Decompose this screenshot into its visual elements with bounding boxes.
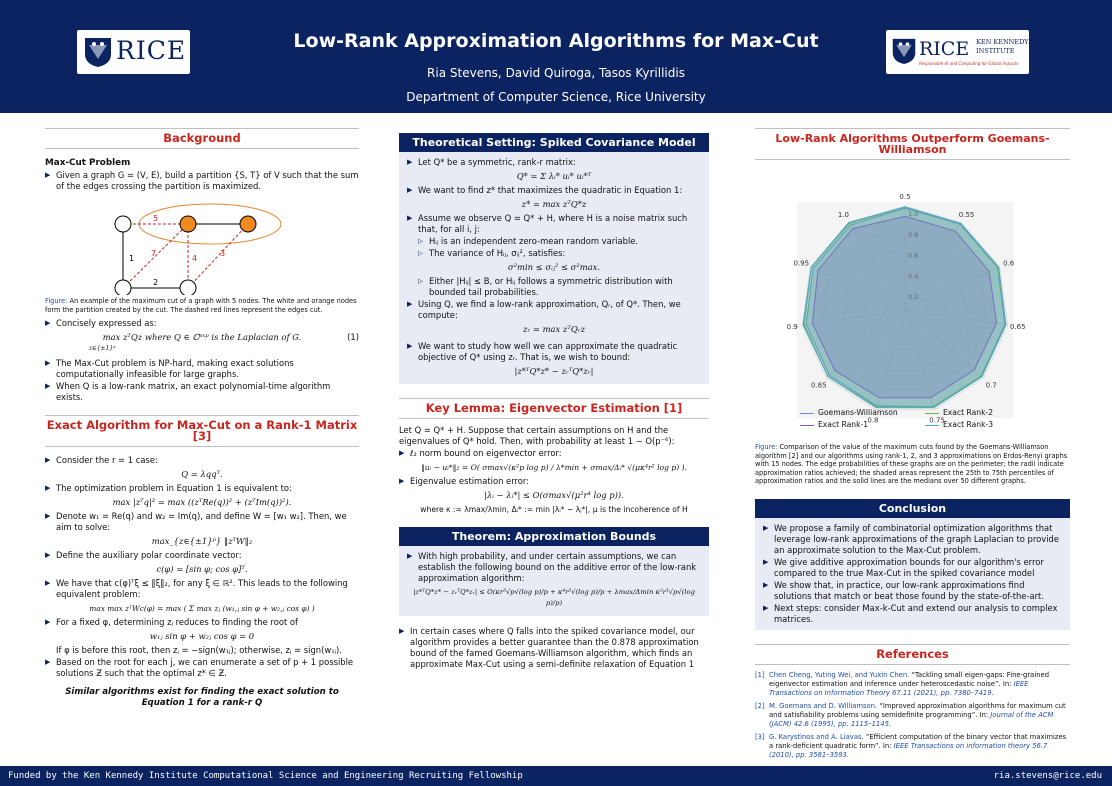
- theory-bullet-4: ▶ Using Q, we find a low-rank approximation, Qᵣ, of Q*. Then, we compute:: [407, 299, 701, 321]
- edge-label: 4: [192, 254, 198, 263]
- ref-authors: Chen Cheng, Yuting Wei, and Yuxin Chen.: [769, 670, 910, 679]
- divider: [45, 446, 359, 447]
- divider: [755, 644, 1070, 645]
- radar-chart-svg: [755, 160, 1070, 440]
- exact-bullet-1: ▶ Consider the r = 1 case:: [45, 455, 359, 466]
- radar-category-label: 0.75: [929, 416, 945, 425]
- theorem-eq-1: |z*ᵀQ*z* − zᵣᵀQ*zᵣ| ≤ O(κr³√p√(log p)/p + κ⁴r³√(log p)/p + λmax/Δmin κ²r³√p√(log p)/p): [413, 588, 695, 607]
- kki-tagline: Responsible AI and Computing for Global Impacts: [919, 61, 1019, 66]
- theory-eq-5: |z*ᵀQ*z* − zᵣᵀQ*zᵣ|: [514, 366, 594, 376]
- maxcut-subhead: Max-Cut Problem: [45, 158, 131, 168]
- ref-num: [2]: [755, 701, 765, 710]
- poster-title: Low-Rank Approximation Algorithms for Max-Cut: [293, 30, 819, 52]
- edge-label: 2: [153, 278, 159, 287]
- theory-bullet-3: ▶ Assume we observe Q = Q* + H, where H is a noise matrix such that, for all i, j:: [407, 213, 701, 235]
- conclusion-body: [755, 518, 1070, 630]
- legend-item: [925, 419, 1020, 430]
- exact-eq-1: Q = λqqᵀ.: [181, 469, 223, 479]
- legend-label: Goemans-Williamson: [818, 408, 898, 417]
- theorem-box: [399, 527, 709, 616]
- exact-title: Exact Algorithm for Max-Cut on a Rank-1 Matrix [3]: [46, 418, 358, 443]
- theory-bullet-1: ▶ Let Q* be a symmetric, rank-r matrix:: [407, 157, 701, 168]
- divider: [45, 415, 359, 416]
- edge-label: 1: [129, 254, 135, 263]
- background-bullet-1: ▶ Given a graph G = (V, E), build a partition {S, T} of V such that the sum of the edges crossing the partition is maximized.: [45, 170, 359, 192]
- exact-bullet-6: ▶ For a fixed φ, determining zⱼ reduces to finding the root of: [45, 617, 359, 628]
- radar-radial-tick: 0.2: [908, 293, 919, 302]
- eq-number: (1): [347, 332, 359, 342]
- rice-wordmark-right: RICE: [919, 38, 970, 60]
- legend-label: Exact Rank-3: [943, 420, 994, 429]
- theory-title: Theoretical Setting: Spiked Covariance Model: [399, 133, 709, 152]
- exact-bullet-4: ▶ Define the auxiliary polar coordinate vector:: [45, 550, 359, 561]
- radar-category-label: 0.85: [811, 381, 827, 390]
- kki-line2: INSTITUTE: [976, 47, 1015, 55]
- edge-label: 7: [151, 249, 157, 258]
- divider: [45, 148, 359, 149]
- ref-num: [1]: [755, 670, 765, 679]
- poster-footer: [0, 766, 1112, 786]
- funding-note: Funded by the Ken Kennedy Institute Computational Science and Engineering Recruiting Fellowship: [8, 771, 523, 781]
- theory-box: [399, 133, 709, 384]
- reference-item: [755, 671, 1070, 698]
- theory-eq-4: zᵣ = max zᵀQᵣz: [522, 324, 586, 334]
- theory-eq-1: Q* = Σ λᵢ* uᵢ* uᵢ*ᵀ: [516, 171, 592, 181]
- exact-eq-6: w₁ⱼ sin φ + w₂ⱼ cos φ = 0: [149, 631, 255, 641]
- legend-label: Exact Rank-1: [818, 420, 869, 429]
- background-bullet-4: ▶ When Q is a low-rank matrix, an exact polynomial-time algorithm exists.: [45, 381, 359, 403]
- theorem-title: Theorem: Approximation Bounds: [399, 527, 709, 546]
- caption-label: Figure:: [755, 443, 778, 451]
- reference-item: [755, 733, 1070, 760]
- radar-category-label: 0.95: [793, 259, 810, 268]
- exact-eq-5: max max zᵀWc(φ) = max ( Σ max zⱼ (w₁,ⱼ sin φ + w₂,ⱼ cos φ) ): [89, 604, 315, 613]
- radar-category-label: 0.7: [985, 381, 997, 390]
- graph-caption: [45, 297, 359, 314]
- theorem-bullet-2: ▶ In certain cases where Q falls into the spiked covariance model, our algorithm provides a better guarantee than the 0.878 approximation bound of the famed Goemans-Williamson algorithm, which finds an approximate Max-Cut using a semi-definite relaxation of Equation 1: [399, 626, 709, 670]
- radar-category-label: 0.9: [786, 323, 798, 332]
- radar-radial-tick: 1.0: [908, 210, 919, 218]
- lemma-bullet-2: ▶ Eigenvalue estimation error:: [399, 476, 709, 487]
- lemma-eq-2: |λᵢ − λᵢ*| ≤ O(σmax√(μ²r⁴ log p)).: [484, 490, 624, 500]
- exact-eq-2: max |zᵀq|² = max ((zᵀRe(q))² + (zᵀIm(q))²).: [112, 497, 292, 507]
- ref-journal: IEEE Transactions on information theory 56.7 (2010), pp. 3581–3593.: [769, 741, 1048, 759]
- divider: [45, 128, 359, 129]
- divider: [755, 664, 1070, 665]
- rice-wordmark-left: RICE: [116, 36, 187, 65]
- exact-bullet-5: ▶ We have that c(φ)ᵀξ ≤ ‖ξ‖₂, for any ξ ∈ ℝ². This leads to the following equivalent problem:: [45, 578, 359, 600]
- background-title: Background: [163, 131, 241, 145]
- maxcut-graph-figure: [45, 197, 359, 295]
- lemma-title: Key Lemma: Eigenvector Estimation [1]: [425, 401, 683, 415]
- caption-label: Figure:: [45, 297, 68, 305]
- eq-maxcut-sub: z∈{±1}ᵖ: [89, 345, 116, 352]
- rice-kki-logo-right: [886, 30, 1029, 74]
- authors: Ria Stevens, David Quiroga, Tasos Kyrillidis: [427, 66, 685, 80]
- exact-bullet-3: ▶ Denote w₁ = Re(q) and w₂ = Im(q), and define W = [w₁ w₂]. Then, we aim to solve:: [45, 511, 359, 533]
- legend-item: [925, 407, 1020, 418]
- middle-column: [399, 133, 709, 671]
- radar-radial-tick: 0.4: [908, 272, 919, 281]
- conclusion-bullet-3: ▶ We show that, in practice, our low-rank approximations find solutions that match or beat those found by the state-of-the-art.: [763, 580, 1062, 602]
- eq-maxcut: [45, 332, 359, 354]
- theory-sub-3: ▷ Either |Hᵢⱼ| ≤ B, or Hᵢⱼ follows a symmetric distribution with bounded tail probabilities.: [407, 276, 701, 298]
- theory-eq-3: σ²min ≤ σᵢⱼ² ≤ σ²max.: [507, 262, 601, 272]
- radar-category-label: 0.8: [867, 416, 879, 425]
- edge-label: 3: [220, 249, 226, 258]
- background-bullet-3: ▶ The Max-Cut problem is NP-hard, making exact solutions computationally infeasible for large graphs.: [45, 358, 359, 380]
- lemma-bullet-1: ▶ ℓ₂ norm bound on eigenvector error:: [399, 448, 709, 459]
- rice-owl-shield-icon: [891, 37, 917, 65]
- edge-label: 5: [153, 214, 159, 223]
- lemma-eq-1: ‖uᵢ − uᵢ*‖₂ = O( σmax√(κ²p log p) / λ*min + σmax/Δᵢ* √(μκ⁴r² log p) ).: [420, 463, 688, 472]
- radar-chart: [755, 160, 1070, 440]
- caption-text: Comparison of the value of the maximum cuts found by the Goemans-Williamson algorithm [2] and our algorithms using rank-1, 2, and 3 approximations on Erdos-Renyi graphs with 15 nodes. The edge probabilities of these graphs are on the perimeter; the radii indicate approximation ratios achieved; the shaded areas represent the 25th to 75th percentiles of approximation ratios and the solid lines are the medians over 50 different graphs.: [755, 443, 1068, 485]
- conclusion-title: Conclusion: [755, 499, 1070, 518]
- radar-category-label: 0.65: [1010, 323, 1026, 332]
- theorem-bullet-1: ▶ With high probability, and under certain assumptions, we can establish the following bound on the additive error of the low-rank approximation algorithm:: [407, 551, 701, 584]
- contact-email[interactable]: ria.stevens@rice.edu: [993, 771, 1102, 781]
- department: Department of Computer Science, Rice University: [406, 90, 706, 104]
- ref-text: “Efficient computation of the binary vector that maximizes a rank-deficient quadratic form”. In:: [769, 732, 1067, 750]
- radar-radial-tick: 0.6: [908, 251, 919, 260]
- theorem-body: [399, 546, 709, 616]
- conclusion-bullet-4: ▶ Next steps: consider Max-k-Cut and extend our analysis to complex matrices.: [763, 603, 1062, 625]
- exact-eq-4: c(φ) = [sin φ; cos φ]ᵀ.: [156, 564, 248, 574]
- ref-authors: M. Goemans and D. Williamson.: [769, 701, 878, 710]
- radar-category-label: 0.55: [958, 211, 975, 220]
- ref-journal: Journal of the ACM (JACM) 42.6 (1995), pp. 1115–1145.: [769, 710, 1054, 728]
- references-title: References: [876, 646, 949, 661]
- theory-eq-2: z* = max zᵀQ*z: [521, 199, 587, 209]
- theory-bullet-2: ▶ We want to find z* that maximizes the quadratic in Equation 1:: [407, 185, 701, 196]
- conclusion-box: [755, 499, 1070, 630]
- theory-body: [399, 152, 709, 384]
- divider: [755, 128, 1070, 129]
- theory-sub-1: ▷ Hᵢⱼ is an independent zero-mean random variable.: [407, 236, 701, 247]
- reference-item: [755, 702, 1070, 729]
- exact-bullet-7: ▶ Based on the root for each j, we can enumerate a set of p + 1 possible solutions Ƶ such that the optimal z* ∈ Ƶ.: [45, 657, 359, 679]
- lemma-intro: Let Q = Q* + H. Suppose that certain assumptions on H and the eigenvalues of Q* hold. Then, with probability at least 1 − O(p⁻⁶):: [399, 425, 675, 446]
- ref-journal: IEEE Transactions on Information Theory 67.11 (2021), pp. 7380–7419.: [769, 679, 1029, 697]
- exact-eq-3: max_{z∈{±1}ᵖ} ‖zᵀW‖₂: [151, 536, 253, 546]
- exact-bullet-2: ▶ The optimization problem in Equation 1 is equivalent to:: [45, 483, 359, 494]
- eq-maxcut-body: max zᵀQz where Q ∈ ℂᵖˣᵖ is the Laplacian of G.: [102, 332, 302, 342]
- kki-line1: KEN KENNEDY: [976, 38, 1029, 46]
- ref-text: “Improved approximation algorithms for maximum cut and satisfiability problems using semidefinite programming”. In:: [769, 701, 1066, 719]
- radar-category-label: 1.0: [837, 211, 849, 220]
- conclusion-bullet-2: ▶ We give additive approximation bounds for our algorithm's error compared to the true Max-Cut in the spiked covariance model: [763, 557, 1062, 579]
- results-caption: [755, 443, 1070, 486]
- ref-num: [3]: [755, 732, 765, 741]
- right-column: [755, 128, 1070, 764]
- left-column: [45, 128, 359, 709]
- legend-label: Exact Rank-2: [943, 408, 994, 417]
- caption-text: An example of the maximum cut of a graph with 5 nodes. The white and orange nodes form the partition created by the cut. The dashed red lines represent the edges cut.: [45, 297, 357, 314]
- conclusion-bullet-1: ▶ We propose a family of combinatorial optimization algorithms that leverage low-rank approximations of the graph Laplacian to provide an approximate solution to the Max-Cut problem.: [763, 523, 1062, 556]
- legend-item: [800, 419, 910, 430]
- exact-closing: Similar algorithms exist for finding the exact solution to Equation 1 for a rank-r Q: [65, 687, 339, 708]
- poster-header: [0, 0, 1112, 113]
- divider: [399, 418, 709, 419]
- ref-text: “Tackling small eigen-gaps: Fine-grained eigenvector estimation and inference under heteroscedastic noise”. In:: [769, 670, 1050, 688]
- theory-sub-2: ▷ The variance of Hᵢⱼ, σᵢⱼ², satisfies:: [407, 248, 701, 259]
- lemma-where: where κ := λmax/λmin, Δᵢ* := min |λᵢ* − λⱼ*|, μ is the incoherence of H: [420, 505, 688, 514]
- background-bullet-2: ▶ Concisely expressed as:: [45, 318, 359, 329]
- radar-category-label: 0.5: [899, 193, 911, 201]
- divider: [399, 398, 709, 399]
- exact-text-6b: If φ is before this root, then zⱼ = −sign(w₁ⱼ); otherwise, zⱼ = sign(w₁ⱼ).: [56, 645, 342, 655]
- results-title: Low-Rank Algorithms Outperform Goemans-Williamson: [775, 132, 1050, 156]
- ref-authors: G. Karystinos and A. Liavas.: [769, 732, 864, 741]
- radar-category-label: 0.6: [1003, 259, 1015, 268]
- radar-radial-tick: 0.8: [908, 230, 919, 239]
- theory-bullet-5: ▶ We want to study how well we can approximate the quadratic objective of Q* using zᵣ. That is, we wish to bound:: [407, 341, 701, 363]
- legend-item: [800, 407, 910, 418]
